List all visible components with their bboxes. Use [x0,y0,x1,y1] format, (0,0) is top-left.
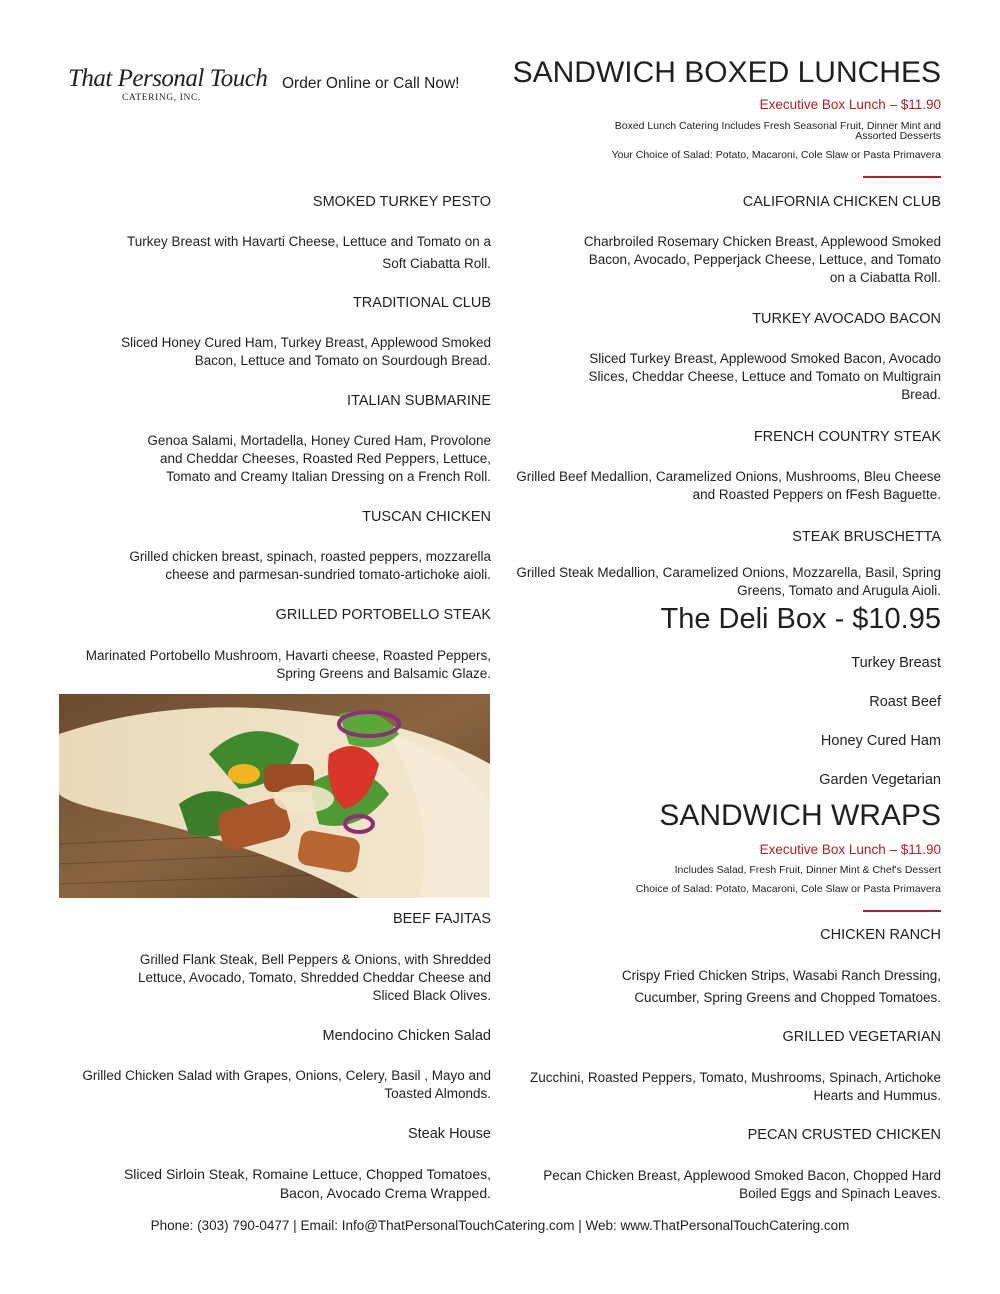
company-logo [68,64,268,103]
deli-item: Turkey Breast [851,655,941,671]
menu-item-desc: Bacon, Lettuce and Tomato on Sourdough Bread. [194,353,491,368]
menu-item-title: STEAK BRUSCHETTA [792,529,941,545]
menu-item-desc: Bacon, Avocado, Pepperjack Cheese, Lettuce, and Tomato [588,252,941,267]
menu-item-desc: Sliced Black Olives. [372,988,491,1003]
menu-item-desc: Toasted Almonds. [384,1086,491,1101]
boxed-includes-line2: Assorted Desserts [855,130,941,142]
deli-item: Roast Beef [869,694,941,710]
red-divider [863,176,941,178]
menu-item-title: CHICKEN RANCH [820,927,941,943]
menu-item-desc: Slices, Cheddar Cheese, Lettuce and Tomato on Multigrain [588,369,941,384]
deli-item: Garden Vegetarian [819,772,941,788]
menu-item-desc: Lettuce, Avocado, Tomato, Shredded Cheddar Cheese and [137,970,491,985]
menu-item-title: GRILLED VEGETARIAN [782,1029,941,1045]
menu-item-title: SMOKED TURKEY PESTO [312,194,491,210]
deli-box-title: The Deli Box - $10.95 [660,603,941,635]
menu-item-desc: Marinated Portobello Mushroom, Havarti cheese, Roasted Peppers, [85,648,491,663]
menu-item-desc: Crispy Fried Chicken Strips, Wasabi Ranch Dressing, [621,968,941,983]
boxed-price: Executive Box Lunch – $11.90 [759,97,941,112]
menu-item-desc: Zucchini, Roasted Peppers, Tomato, Mushrooms, Spinach, Artichoke [530,1070,941,1085]
menu-item-desc: Grilled Chicken Salad with Grapes, Onions, Celery, Basil , Mayo and [82,1068,491,1083]
wrap-photo [59,694,490,898]
sandwich-wraps-title: SANDWICH WRAPS [659,799,941,832]
menu-item-desc: Sliced Sirloin Steak, Romaine Lettuce, Chopped Tomatoes, [123,1166,491,1182]
menu-item-title: FRENCH COUNTRY STEAK [753,429,941,445]
menu-item-desc: Cucumber, Spring Greens and Chopped Tomatoes. [634,990,941,1005]
menu-item-desc: Spring Greens and Balsamic Glaze. [276,666,491,681]
menu-item-title: Steak House [407,1126,491,1142]
menu-item-desc: Charbroiled Rosemary Chicken Breast, Applewood Smoked [583,234,941,249]
menu-item-title: TURKEY AVOCADO BACON [752,311,941,327]
menu-item-desc: Greens, Tomato and Arugula Aioli. [737,583,941,598]
menu-item-desc: Sliced Turkey Breast, Applewood Smoked Bacon, Avocado [589,351,941,366]
order-tagline: Order Online or Call Now! [282,75,460,92]
boxed-salad-choice: Your Choice of Salad: Potato, Macaroni, Cole Slaw or Pasta Primavera [611,149,941,161]
boxed-includes-line1: Boxed Lunch Catering Includes Fresh Seasonal Fruit, Dinner Mint and [614,120,941,132]
logo-script-text: That Personal Touch [68,65,268,92]
menu-item-desc: Soft Ciabatta Roll. [382,256,491,271]
menu-item-title: BEEF FAJITAS [392,911,491,927]
menu-item-desc: Pecan Chicken Breast, Applewood Smoked Bacon, Chopped Hard [543,1168,941,1183]
menu-item-desc: Grilled chicken breast, spinach, roasted peppers, mozzarella [129,549,491,564]
menu-item-desc: Tomato and Creamy Italian Dressing on a French Roll. [166,469,491,484]
menu-item-desc: Grilled Flank Steak, Bell Peppers & Onions, with Shredded [139,952,491,967]
menu-item-desc: Bacon, Avocado Crema Wrapped. [279,1185,491,1201]
menu-item-desc: and Roasted Peppers on fFesh Baguette. [692,487,941,502]
menu-item-desc: Sliced Honey Cured Ham, Turkey Breast, Applewood Smoked [121,335,491,350]
sandwich-boxed-title: SANDWICH BOXED LUNCHES [512,56,941,89]
menu-item-title: GRILLED PORTOBELLO STEAK [275,607,491,623]
menu-item-title: ITALIAN SUBMARINE [347,393,491,409]
wraps-includes: Includes Salad, Fresh Fruit, Dinner Mint & Chef's Dessert [674,864,941,876]
contact-footer: Phone: (303) 790-0477 | Email: Info@ThatPersonalTouchCatering.com | Web: www.ThatPersonalTouchCatering.com [150,1218,850,1233]
menu-item-title: CALIFORNIA CHICKEN CLUB [742,194,941,210]
deli-item: Honey Cured Ham [820,733,941,749]
menu-item-desc: on a Ciabatta Roll. [829,270,941,285]
menu-item-title: Mendocino Chicken Salad [322,1028,491,1044]
menu-item-desc: and Cheddar Cheeses, Roasted Red Peppers, Lettuce, [160,451,491,466]
menu-item-desc: Hearts and Hummus. [813,1088,941,1103]
menu-item-desc: Turkey Breast with Havarti Cheese, Lettuce and Tomato on a [127,234,491,249]
menu-item-desc: cheese and parmesan-sundried tomato-artichoke aioli. [165,567,491,582]
wraps-salad-choice: Choice of Salad: Potato, Macaroni, Cole Slaw or Pasta Primavera [635,883,941,895]
red-divider [863,910,941,912]
menu-item-desc: Grilled Steak Medallion, Caramelized Onions, Mozzarella, Basil, Spring [516,565,941,580]
menu-item-title: PECAN CRUSTED CHICKEN [747,1127,941,1143]
menu-item-title: TUSCAN CHICKEN [362,509,491,525]
wraps-price: Executive Box Lunch – $11.90 [759,842,941,857]
menu-item-desc: Grilled Beef Medallion, Caramelized Onions, Mushrooms, Bleu Cheese [516,469,941,484]
menu-item-title: TRADITIONAL CLUB [352,295,491,311]
menu-item-desc: Bread. [901,387,941,402]
menu-item-desc: Boiled Eggs and Spinach Leaves. [739,1186,941,1201]
menu-item-desc: Genoa Salami, Mortadella, Honey Cured Ham, Provolone [147,433,491,448]
logo-subtitle: CATERING, INC. [122,93,201,103]
